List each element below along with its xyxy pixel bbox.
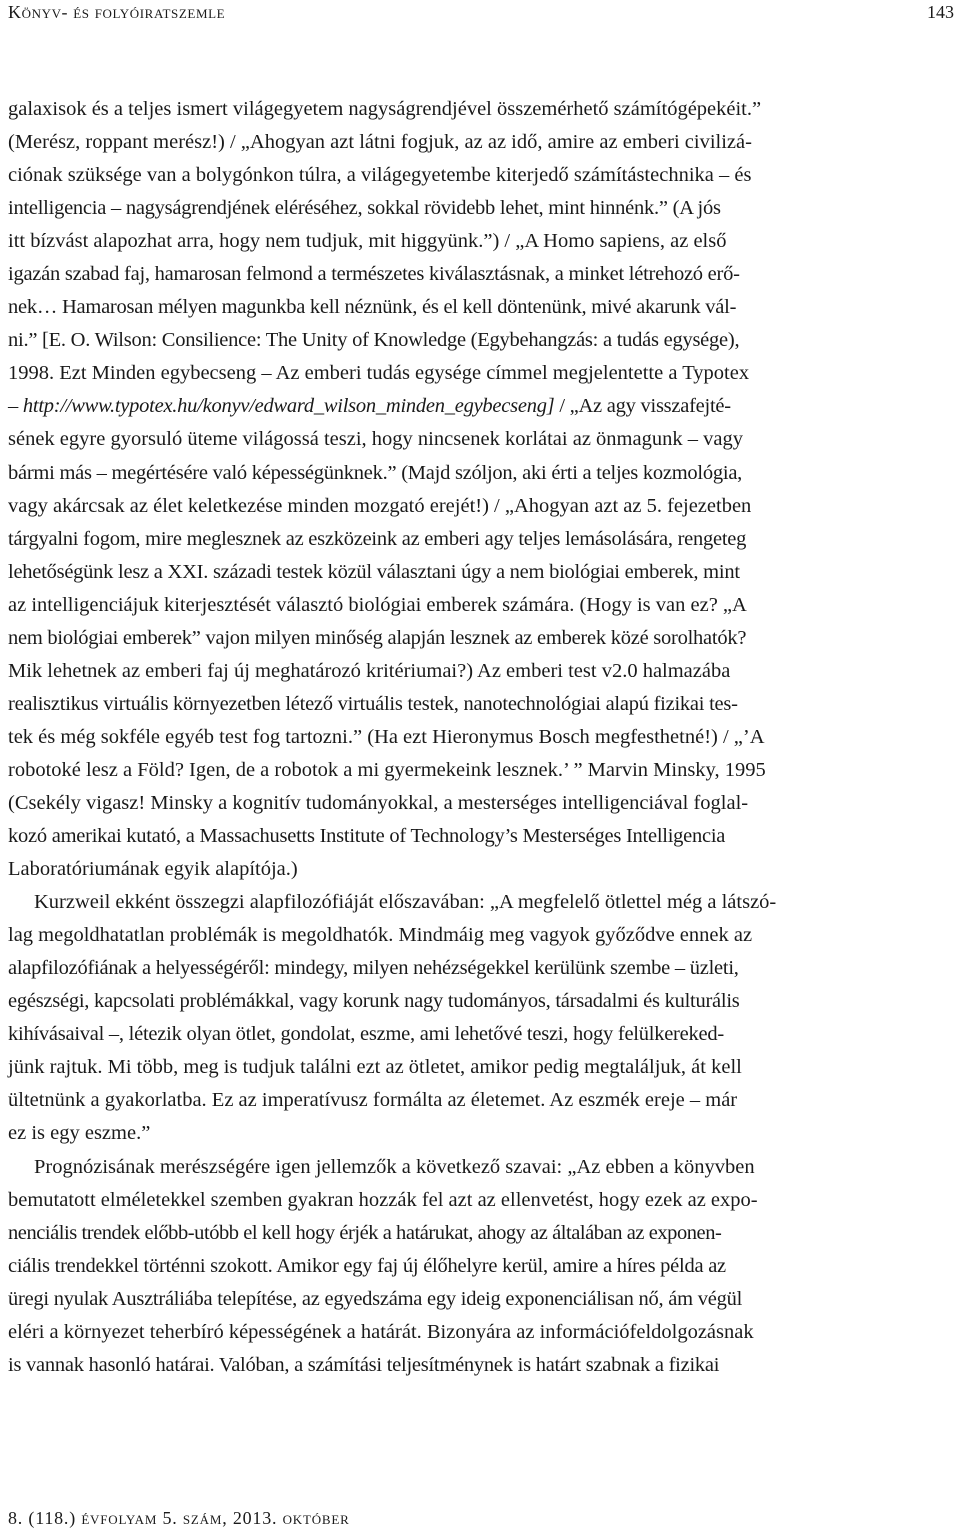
text-line: tek és még sokféle egyéb test fog tartozni.” (Ha ezt Hieronymus Bosch megfesthetné!) / „’A [8, 725, 765, 748]
text-line: eléri a környezet teherbíró képességének a határát. Bizonyára az információfeldolgozásnak [8, 1320, 754, 1343]
journal-title: Könyv- és folyóiratszemle [8, 2, 226, 22]
text-line: (Csekély vigasz! Minsky a kognitív tudományokkal, a mesterséges intelligenciával foglal- [8, 791, 749, 814]
text-line: is vannak hasonló határai. Valóban, a számítási teljesítménynek is határt szabnak a fizikai [8, 1353, 720, 1376]
text-line: lehetőségünk lesz a XXI. századi testek közül választani úgy a nem biológiai emberek, mint [8, 560, 740, 583]
text-line: ni.” [E. O. Wilson: Consilience: The Unity of Knowledge (Egybehangzás: a tudás egysége), [8, 329, 740, 352]
text-line: galaxisok és a teljes ismert világegyetem nagyságrendjével összemérhető számítógépekéit.” [8, 98, 762, 120]
text-line: nem biológiai emberek” vajon milyen minőség alapján lesznek az emberek közé sorolhatók? [8, 626, 747, 649]
text-line: ciónak szüksége van a bolygónkon túlra, a világegyetembe kiterjedő számítástechnika – és [8, 164, 752, 187]
text-line: Mik lehetnek az emberi faj új meghatározó kritériumai?) Az emberi test v2.0 halmazába [8, 659, 731, 682]
text-line: ez is egy eszme.” [8, 1122, 151, 1145]
running-head [0, 0, 960, 30]
text-line: bemutatott elméletekkel szemben gyakran hozzák fel azt az ellenvetést, hogy ezek az expo- [8, 1188, 758, 1211]
text-line: intelligencia – nagyságrendjének eléréséhez, sokkal rövidebb lehet, mint hinnénk.” (A jós [8, 197, 721, 220]
text-line: sének egyre gyorsuló üteme világossá teszi, hogy nincsenek korlátai az önmagunk – vagy [8, 428, 743, 451]
text-line: alapfilozófiának a helyességéről: mindegy, milyen nehézségekkel kerülünk szembe – üzleti, [8, 957, 739, 980]
text-line: (Merész, roppant merész!) / „Ahogyan azt látni fogjuk, az az idő, amire az emberi civilizá- [8, 131, 752, 154]
text-line: ültetnünk a gyakorlatba. Ez az imperatívusz formálta az életemet. Az eszmék ereje – már [8, 1089, 738, 1112]
text-line: robotoké lesz a Föld? Igen, de a robotok a mi gyermekeink lesznek.’ ” Marvin Minsky, 1995 [8, 758, 766, 781]
url-link[interactable]: http://www.typotex.hu/konyv/edward_wilson_minden_egybecseng] [22, 395, 555, 418]
text-line: üregi nyulak Ausztráliába telepítése, az egyedszáma egy ideig exponenciálisan nő, ám végül [8, 1287, 743, 1310]
text-line: az intelligenciájuk kiterjesztését választó biológiai emberek számára. (Hogy is van ez? „A [8, 593, 747, 616]
text-line: igazán szabad faj, hamarosan felmond a természetes kiválasztásnak, a minket létrehozó erő- [8, 263, 740, 286]
paragraph-start: Prognózisának merészségére igen jellemzők a következő szavai: „Az ebben a könyvben [34, 1155, 755, 1178]
text-fragment: / „Az agy visszafejté- [554, 395, 731, 418]
text-line: egészségi, kapcsolati problémákkal, vagy korunk nagy tudományos, társadalmi és kulturális [8, 990, 740, 1013]
text-line: tárgyalni fogom, mire meglesznek az eszközeink az emberi agy teljes lemásolására, rengeteg [8, 527, 747, 550]
text-line: bármi más – megértésére való képességünknek.” (Majd szóljon, aki érti a teljes kozmológia, [8, 461, 743, 484]
text-line: kihívásaival –, létezik olyan ötlet, gondolat, eszme, ami lehetővé teszi, hogy felülkereked- [8, 1023, 724, 1046]
text-line: vagy akárcsak az élet keletkezése minden mozgató erejét!) / „Ahogyan azt az 5. fejezetben [8, 494, 752, 517]
text-line: lag megoldhatatlan problémák is megoldhatók. Mindmáig meg vagyok győződve ennek az [8, 924, 753, 947]
text-line: ciális trendekkel történni szokott. Amikor egy faj új élőhelyre kerül, amire a híres példa az [8, 1254, 726, 1277]
text-line: nek… Hamarosan mélyen magunkba kell néznünk, és el kell döntenünk, mivé akarunk vál- [8, 296, 737, 319]
issue-footer: 8. (118.) évfolyam 5. szám, 2013. október [8, 1508, 350, 1528]
text-line: nenciális trendek előbb-utóbb el kell hogy érjék a határukat, ahogy az általában az exponen- [8, 1221, 722, 1244]
text-line: realisztikus virtuális környezetben létező virtuális testek, nanotechnológiai alapú fizikai tes- [8, 692, 738, 715]
text-line: jünk rajtuk. Mi több, meg is tudjuk találni ezt az ötletet, amikor pedig megtaláljuk, át kell [8, 1056, 742, 1079]
paragraph-start: Kurzweil ekként összegzi alapfilozófiáját előszavában: „A megfelelő ötlettel még a látszó- [34, 891, 777, 914]
text-line: Laboratóriumának egyik alapítója.) [8, 858, 298, 881]
text-fragment: – [8, 395, 23, 418]
text-line: 1998. Ezt Minden egybecseng – Az emberi tudás egysége címmel megjelentette a Typotex [8, 362, 750, 385]
text-line: kozó amerikai kutató, a Massachusetts Institute of Technology’s Mesterséges Intelligencia [8, 825, 726, 848]
text-line: itt bízvást alapozhat arra, hogy nem tudjuk, mit higgyünk.”) / „A Homo sapiens, az első [8, 230, 727, 253]
text-line-with-url [8, 390, 958, 423]
page-number: 143 [927, 2, 954, 22]
article-body [8, 93, 958, 1382]
